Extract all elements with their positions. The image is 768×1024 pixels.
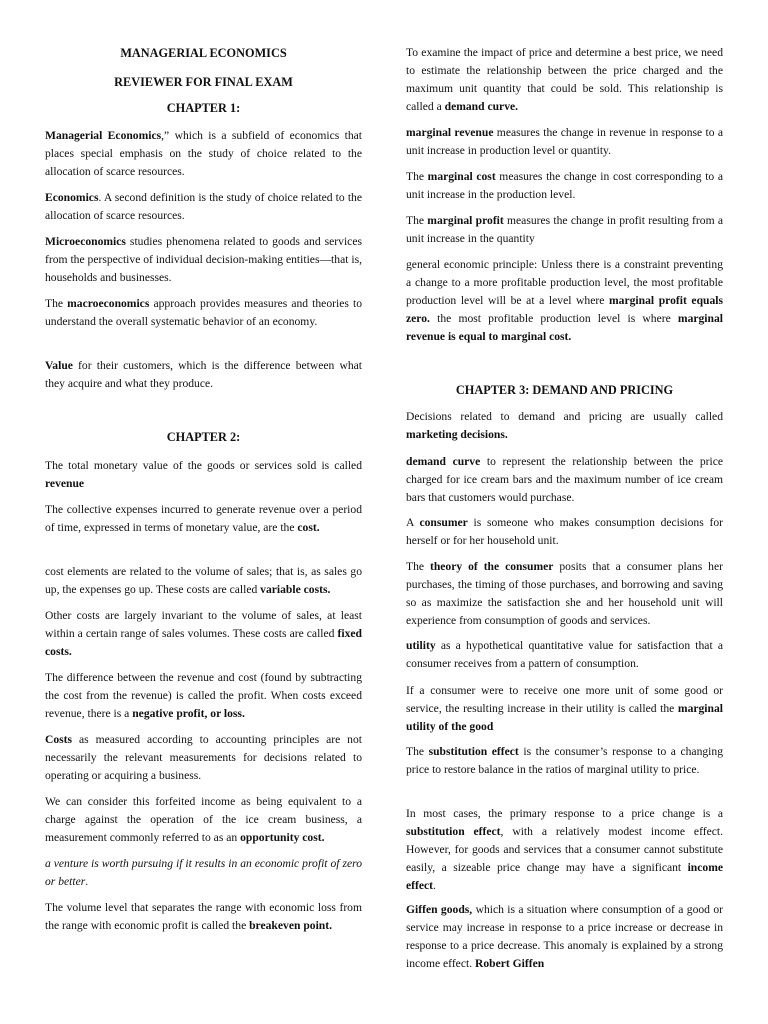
document-subtitle: REVIEWER FOR FINAL EXAM <box>114 75 293 89</box>
term-fixed-costs: fixed costs. <box>45 627 362 658</box>
term-value: Value <box>45 359 73 372</box>
term-substitution-effect-2: substitution effect <box>406 825 501 838</box>
paragraph-giffen-goods: Giffen goods, which is a situation where consumption of a good or service may increase in response to a price increase or decrease in response to a price decrease. This anomaly is explained by a strong income effect. Robert Giffen <box>406 903 724 970</box>
term-utility: utility <box>406 639 436 652</box>
document-title: MANAGERIAL ECONOMICS <box>120 46 287 60</box>
term-marginal-profit-zero: marginal profit equals zero. <box>406 294 724 325</box>
paragraph-costs-accounting: Costs as measured according to accounting principles are not necessarily the relevant measurements for decisions related to operating or acquiring a business. <box>45 733 362 782</box>
paragraph-opportunity-cost: We can consider this forfeited income as being equivalent to a charge against the operation of the ice cream business, a measurement commonly referred to as an opportunity cost. <box>45 795 362 844</box>
term-demand-curve: demand curve. <box>444 100 519 113</box>
term-opportunity-cost: opportunity cost. <box>240 831 325 844</box>
paragraph-macroeconomics: The macroeconomics approach provides measures and theories to understand the overall systematic behavior of an economy. <box>45 297 362 328</box>
paragraph-economics: Economics. A second definition is the study of choice related to the allocation of scarce resources. <box>45 191 362 222</box>
term-revenue: revenue <box>45 477 85 490</box>
paragraph-marginal-utility: If a consumer were to receive one more unit of some good or service, the resulting increase in their utility is called the marginal utility of the good <box>406 684 723 733</box>
term-macroeconomics: macroeconomics <box>67 297 150 310</box>
term-costs: Costs <box>45 733 73 746</box>
paragraph-marginal-cost: The marginal cost measures the change in cost corresponding to a unit increase in the production level. <box>406 170 723 201</box>
term-theory-of-the-consumer: theory of the consumer <box>429 560 554 573</box>
paragraph-marketing-decisions: Decisions related to demand and pricing are usually called marketing decisions. <box>406 410 723 441</box>
paragraph-marginal-revenue: marginal revenue measures the change in revenue in response to a unit increase in production level or quantity. <box>406 126 723 157</box>
term-variable-costs: variable costs. <box>260 583 331 596</box>
paragraph-utility: utility as a hypothetical quantitative value for satisfaction that a consumer receives from a pattern of consumption. <box>406 639 723 670</box>
paragraph-breakeven: The volume level that separates the range with economic loss from the range with economic profit is called the breakeven point. <box>45 901 362 932</box>
paragraph-economic-principle: general economic principle: Unless there is a constraint preventing a change to a more profitable production level, the most profitable production level will be at a level where marginal profit equals zero. the most profitable production level is where marginal revenue is equal to marginal cost. <box>406 258 724 343</box>
term-demand-curve-2: demand curve <box>406 455 481 468</box>
paragraph-venture: a venture is worth pursuing if it results in an economic profit of zero or better. <box>45 857 362 888</box>
paragraph-substitution-effect: The substitution effect is the consumer’s response to a changing price to restore balance in the ratios of marginal utility to price. <box>406 745 723 776</box>
paragraph-microeconomics: Microeconomics studies phenomena related to goods and services from the perspective of individual decision-making entities—that is, households and businesses. <box>45 235 362 284</box>
term-marginal-revenue-equals-cost: marginal revenue is equal to marginal cost. <box>406 312 723 343</box>
term-giffen-goods: Giffen goods, <box>406 903 473 916</box>
paragraph-variable-costs: cost elements are related to the volume of sales; that is, as sales go up, the expenses go up. These costs are called variable costs. <box>45 565 362 596</box>
paragraph-examine-price: To examine the impact of price and determine a best price, we need to estimate the relationship between the price charged and the maximum unit quantity that could be sold. This relationship is called a demand curve. <box>406 46 723 113</box>
venture-statement: a venture is worth pursuing if it results in an economic profit of zero or better <box>45 857 362 888</box>
term-consumer: consumer <box>419 516 468 529</box>
term-economics: Economics <box>45 191 99 204</box>
term-negative-profit: negative profit, or loss. <box>132 707 245 720</box>
paragraph-theory-consumer: The theory of the consumer posits that a consumer plans her purchases, the timing of those purchases, and borrowing and saving so as maximize the satisfaction she and her household unit will experience from consumption of goods and services. <box>406 560 723 627</box>
paragraph-marginal-profit: The marginal profit measures the change in profit resulting from a unit increase in the quantity <box>406 214 723 245</box>
term-marginal-utility: marginal utility of the good <box>406 702 723 733</box>
term-marginal-revenue: marginal revenue <box>406 126 494 139</box>
term-cost: cost. <box>297 521 320 534</box>
paragraph-managerial-economics: Managerial Economics,” which is a subfield of economics that places special emphasis on the study of choice related to the allocation of scarce resources. <box>45 129 362 178</box>
paragraph-most-cases: In most cases, the primary response to a price change is a substitution effect, with a relatively modest income effect. However, for goods and services that a consumer cannot substitute easily, a sizeable price change may have a significant income effect. <box>406 807 723 892</box>
term-marketing-decisions: marketing decisions. <box>406 428 508 441</box>
term-marginal-profit: marginal profit <box>427 214 504 227</box>
paragraph-fixed-costs: Other costs are largely invariant to the volume of sales, at least within a certain range of sales volumes. These costs are called fixed costs. <box>45 609 362 658</box>
term-managerial-economics: Managerial Economics <box>45 129 162 142</box>
term-breakeven-point: breakeven point. <box>249 919 332 932</box>
paragraph-demand-curve: demand curve to represent the relationship between the price charged for ice cream bars and the maximum number of ice cream bars that customers would purchase. <box>406 455 724 504</box>
paragraph-profit: The difference between the revenue and cost (found by subtracting the cost from the revenue) is called the profit. When costs exceed revenue, there is a negative profit, or loss. <box>45 671 362 720</box>
term-marginal-cost: marginal cost <box>427 170 496 183</box>
term-microeconomics: Microeconomics <box>45 235 126 248</box>
term-income-effect: income effect <box>406 861 723 892</box>
paragraph-revenue: The total monetary value of the goods or services sold is called revenue <box>45 459 362 490</box>
paragraph-cost: The collective expenses incurred to generate revenue over a period of time, expressed in terms of monetary value, are the cost. <box>45 503 362 534</box>
term-robert-giffen: Robert Giffen <box>475 957 545 970</box>
term-substitution-effect: substitution effect <box>428 745 519 758</box>
chapter-2-heading: CHAPTER 2: <box>166 430 241 444</box>
chapter-1-heading: CHAPTER 1: <box>166 101 241 115</box>
chapter-3-heading: CHAPTER 3: DEMAND AND PRICING <box>455 383 674 397</box>
paragraph-value: Value for their customers, which is the difference between what they acquire and what they produce. <box>45 359 362 390</box>
paragraph-consumer: A consumer is someone who makes consumption decisions for herself or for her household unit. <box>406 516 723 547</box>
